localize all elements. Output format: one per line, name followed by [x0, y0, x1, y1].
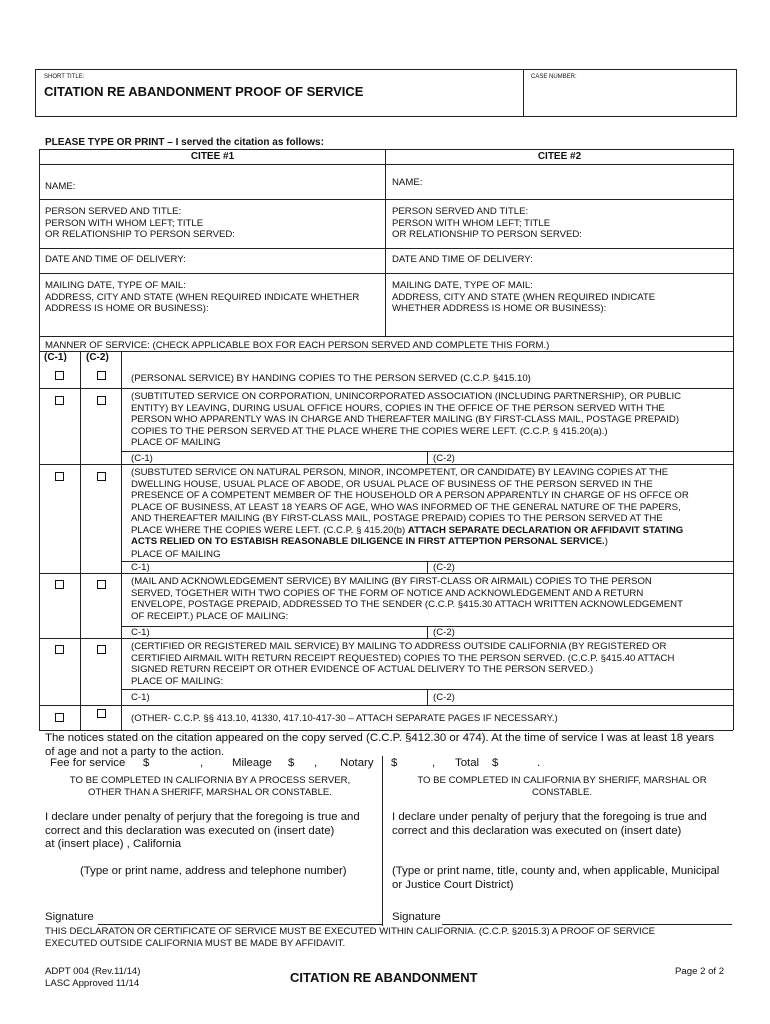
citee1-name-label: NAME:	[45, 181, 76, 192]
process-server-declaration: I declare under penalty of perjury that the foregoing is true and correct and this declaration was executed on (insert date) at (insert place) , California	[45, 811, 360, 850]
certified-c2-label: (C-2)	[433, 692, 455, 703]
natural-c1-label: C-1)	[131, 562, 150, 573]
mail-c1-label: C-1)	[131, 627, 150, 638]
natural-c2-checkbox[interactable]	[97, 472, 106, 481]
corp-c2-label: (C-2)	[433, 453, 455, 464]
mileage-dollar: $	[288, 757, 295, 769]
natural-service-bold: ATTACH SEPARATE DECLARATION OR AFFIDAVIT STATING ACTS RELIED ON TO ESTABISH REASONABLE DILIGENCE IN FIRST ATTEPTION PERSONAL SERVICE.	[131, 524, 684, 547]
footer-title: CITATION RE ABANDONMENT	[290, 970, 478, 985]
case-number-box[interactable]	[523, 70, 736, 116]
fee-dollar: $	[143, 757, 150, 769]
corp-c2-checkbox[interactable]	[97, 396, 106, 405]
personal-c1-checkbox[interactable]	[55, 371, 64, 380]
other-c1-checkbox[interactable]	[55, 713, 64, 722]
citee1-mailing-label: MAILING DATE, TYPE OF MAIL: ADDRESS, CITY AND STATE (WHEN REQUIRED INDICATE WHETHER ADDRESS IS HOME OR BUSINESS):	[45, 280, 360, 314]
notary-dollar: $	[391, 757, 398, 769]
natural-service-main: (SUBSTUTED SERVICE ON NATURAL PERSON, MINOR, INCOMPETENT, OR CANDIDATE) BY LEAVING COPIES AT THE DWELLING HOUSE, USUAL PLACE OF ABODE, OR USUAL PLACE OF BUSINESS OF THE PERSON SERVED IN THE PRESENCE OF A COMPETENT MEMBER OF THE HOUSEHOLD OR A PERSON APPARENTLY IN CHARGE OF HS OFFCE OR PLACE OF BUSINESS, AT LEAST 18 YEARS OF AGE, WHO WAS INFORMED OF THE GENERAL NATURE OF THE PAPERS, AND THEREAFTER MAILING (BY FIRST-CLASS MAIL, POSTAGE PREPAID) COPIES TO THE PERSON SERVED AT THE PLACE WHERE THE COPIES WERE LEFT. (C.C.P. § 415.20(b)	[131, 467, 689, 536]
citee2-name-label: NAME:	[392, 177, 423, 188]
mileage-comma: ,	[314, 757, 318, 769]
citee2-date-label: DATE AND TIME OF DELIVERY:	[392, 254, 533, 265]
citee2-mailing-label: MAILING DATE, TYPE OF MAIL: ADDRESS, CITY AND STATE (WHEN REQUIRED INDICATE WHETHER ADDRESS IS HOME OR BUSINESS):	[392, 280, 656, 314]
sheriff-print-label: (Type or print name, title, county and, when applicable, Municipal or Justice Court District)	[392, 865, 720, 891]
citee2-heading: CITEE #2	[537, 151, 582, 162]
sheriff-heading: TO BE COMPLETED IN CALIFORNIA BY SHERIFF, MARSHAL OR CONSTABLE.	[417, 775, 707, 798]
citee1-date-label: DATE AND TIME OF DELIVERY:	[45, 254, 186, 265]
personal-c2-checkbox[interactable]	[97, 371, 106, 380]
fee-comma: ,	[200, 757, 204, 769]
page-number: Page 2 of 2	[675, 966, 725, 977]
form-title: CITATION RE ABANDONMENT PROOF OF SERVICE	[44, 84, 364, 99]
process-server-heading: TO BE COMPLETED IN CALIFORNIA BY A PROCESS SERVER, OTHER THAN A SHERIFF, MARSHAL OR CONSTABLE.	[69, 775, 351, 798]
manner-heading: MANNER OF SERVICE: (CHECK APPLICABLE BOX FOR EACH PERSON SERVED AND COMPLETE THIS FORM.)	[45, 340, 550, 351]
natural-c2-label: (C-2)	[433, 562, 455, 573]
total-dot: .	[537, 757, 541, 769]
short-title-label: SHORT TITLE:	[44, 74, 85, 80]
certified-service-text: (CERTIFIED OR REGISTERED MAIL SERVICE) BY MAILING TO ADDRESS OUTSIDE CALIFORNIA (BY REGISTERED OR CERTIFIED AIRMAIL WITH RETURN RECEIPT REQUESTED) COPIES TO THE PERSON SERVED. (C.C.P. §415.40 ATTACH SIGNED RETURN RECEIPT OR OTHER EVIDENCE OF ACTUAL DELIVERY TO THE PERSON SERVED.) PLACE OF MAILING:	[131, 641, 675, 687]
other-service-text: (OTHER- C.C.P. §§ 413.10, 41330, 417.10-417-30 – ATTACH SEPARATE PAGES IF NECESSARY.)	[131, 713, 558, 724]
certified-c1-checkbox[interactable]	[55, 645, 64, 654]
mail-service-text: (MAIL AND ACKNOWLEDGEMENT SERVICE) BY MAILING (BY FIRST-CLASS OR AIRMAIL) COPIES TO THE PERSON SERVED, TOGETHER WITH TWO COPIES OF THE FORM OF NOTICE AND ACKNOWLEDGEMENT AND A RETURN ENVELOPE, POSTAGE PREPAID, ADDRESSED TO THE SENDER (C.C.P. §415.30 ATTACH WRITTEN ACKNOWLEDGEMENT OF RECEIPT.) PLACE OF MAILING:	[131, 576, 683, 622]
corp-service-text: (SUBTITUTED SERVICE ON CORPORATION, UNINCORPORATED ASSOCIATION (INCLUDING PARTNERSHIP), OR PUBLIC ENTITY) BY LEAVING, DURING USUAL OFFICE HOURS, COPIES IN THE OFFICE OF THE PERSON SERVED WITH THE PERSON WHO APPARENTLY WAS IN CHARGE AND THEREAFTER MAILING (BY FIRST-CLASS MAIL, POSTAGE PREPAID) COPIES TO THE PERSON SERVED AT THE PLACE WHERE THE COPIES WERE LEFT. (C.C.P. § 415.20(a).) PLACE OF MAILING	[131, 391, 682, 448]
form-id: ADPT 004 (Rev.11/14) LASC Approved 11/14	[45, 966, 141, 989]
certified-c1-label: C-1)	[131, 692, 150, 703]
case-number-label: CASE NUMBER:	[531, 74, 577, 80]
notary-label: Notary	[340, 757, 374, 769]
notice-text: The notices stated on the citation appeared on the copy served (C.C.P. §412.30 or 474). At the time of service I was at least 18 years of age and not a party to the action.	[45, 732, 715, 758]
c2-column-heading: (C-2)	[86, 352, 109, 363]
citee1-heading: CITEE #1	[190, 151, 235, 162]
mail-c2-checkbox[interactable]	[97, 580, 106, 589]
natural-service-text	[131, 467, 731, 548]
corp-c1-checkbox[interactable]	[55, 396, 64, 405]
natural-place-label: PLACE OF MAILING	[131, 549, 221, 560]
notary-comma: ,	[432, 757, 436, 769]
instructions: PLEASE TYPE OR PRINT – I served the citation as follows:	[45, 137, 324, 148]
sheriff-declaration: I declare under penalty of perjury that the foregoing is true and correct and this declaration was executed on (insert date)	[392, 811, 707, 837]
corp-c1-label: (C-1)	[131, 453, 153, 464]
total-dollar: $	[492, 757, 499, 769]
c1-column-heading: (C-1)	[44, 352, 67, 363]
personal-service-text: (PERSONAL SERVICE) BY HANDING COPIES TO THE PERSON SERVED (C.C.P. §415.10)	[131, 373, 531, 384]
total-label: Total	[455, 757, 480, 769]
fee-label: Fee for service	[50, 757, 126, 769]
sheriff-signature-label: Signature	[392, 911, 441, 923]
natural-c1-checkbox[interactable]	[55, 472, 64, 481]
process-server-signature-label: Signature	[45, 911, 94, 923]
caption-box	[35, 69, 737, 117]
process-server-print-label: (Type or print name, address and telephone number)	[80, 865, 347, 877]
mail-c1-checkbox[interactable]	[55, 580, 64, 589]
other-c2-checkbox[interactable]	[97, 709, 106, 718]
certified-c2-checkbox[interactable]	[97, 645, 106, 654]
citee1-person-served-label: PERSON SERVED AND TITLE: PERSON WITH WHOM LEFT; TITLE OR RELATIONSHIP TO PERSON SERVED:	[45, 206, 235, 240]
citee2-person-served-label: PERSON SERVED AND TITLE: PERSON WITH WHOM LEFT; TITLE OR RELATIONSHIP TO PERSON SERVED:	[392, 206, 582, 240]
mail-c2-label: (C-2)	[433, 627, 455, 638]
natural-service-end: )	[604, 536, 608, 547]
footer-note: THIS DECLARATON OR CERTIFICATE OF SERVICE MUST BE EXECUTED WITHIN CALIFORNIA. (C.C.P. §2015.3) A PROOF OF SERVICE EXECUTED OUTSIDE CALIFORNIA MUST BE MADE BY AFFIDAVIT.	[45, 926, 656, 949]
mileage-label: Mileage	[232, 757, 272, 769]
